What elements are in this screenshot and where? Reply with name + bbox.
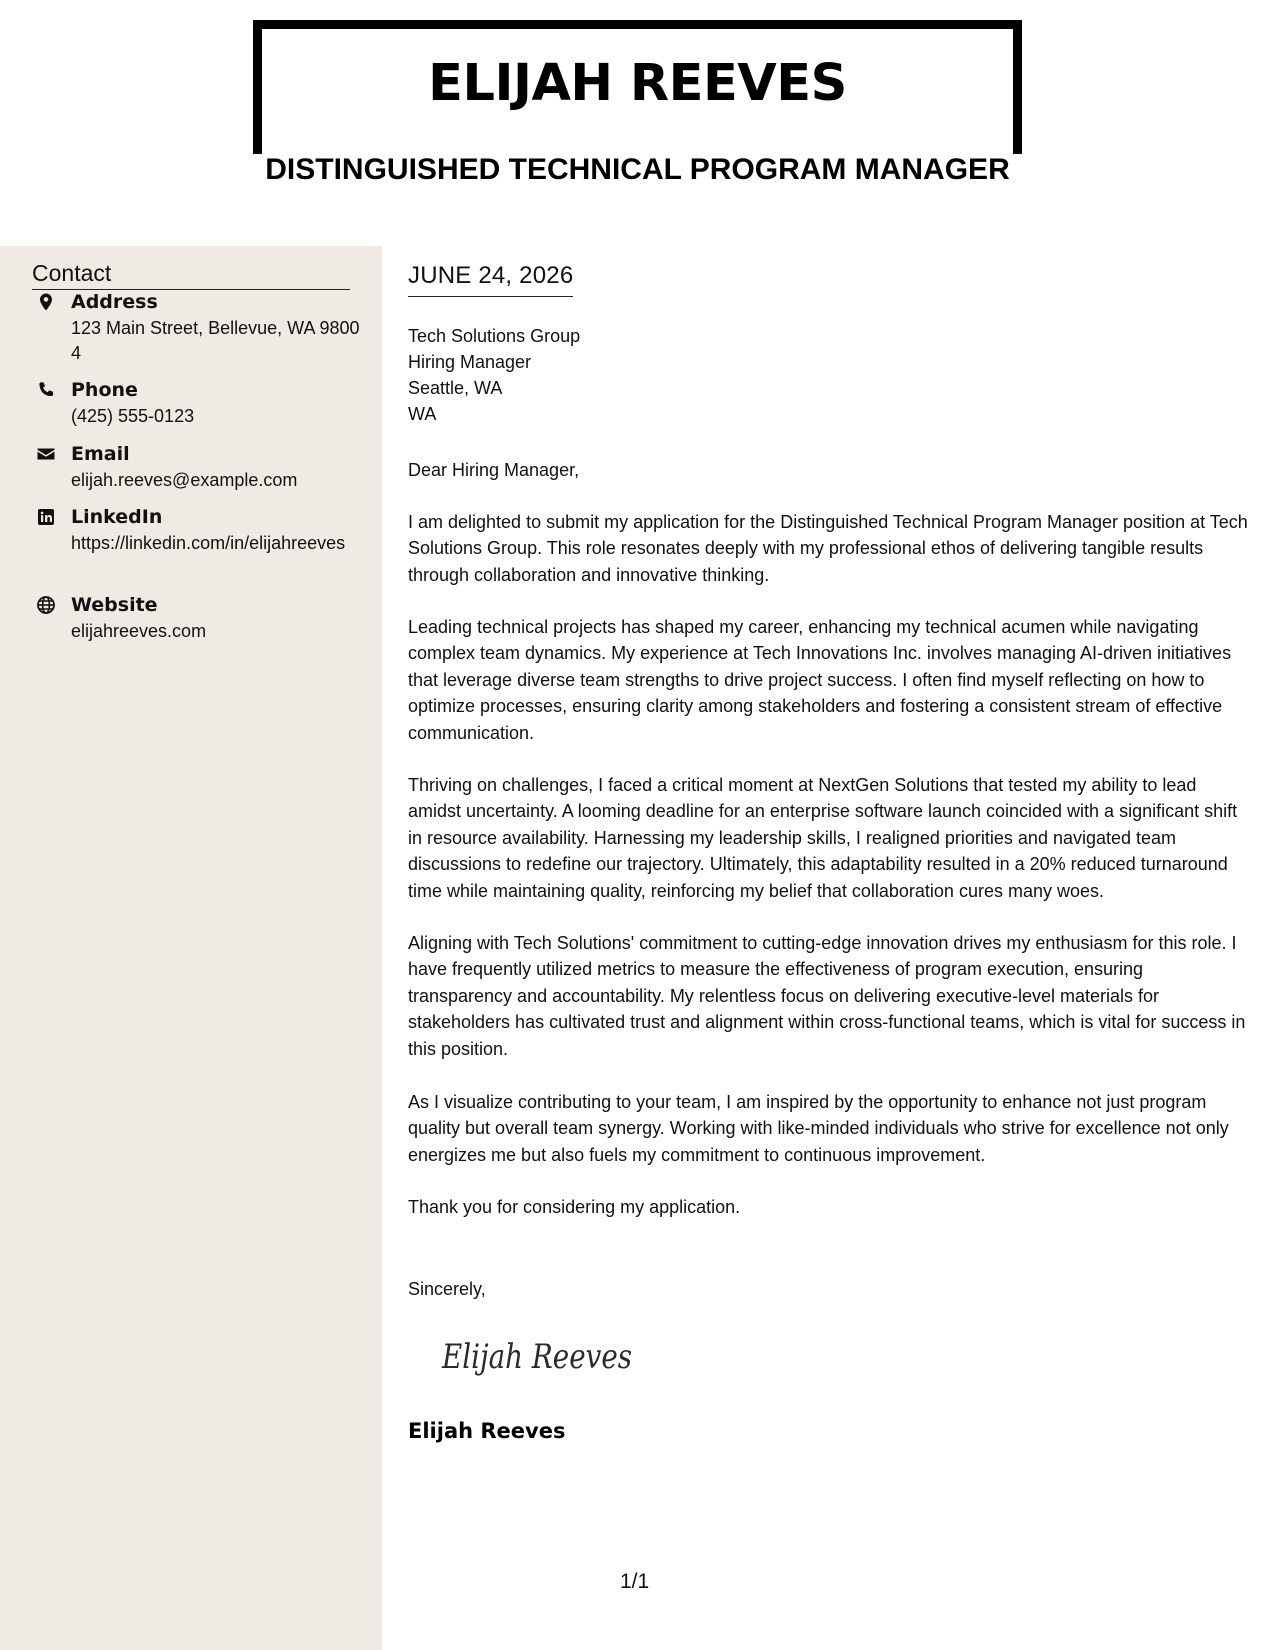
closing: Sincerely, [408, 1279, 486, 1299]
letter-paragraph: As I visualize contributing to your team, I am inspired by the opportunity to enhance not just program quality but overall team synergy. Working with like-minded individuals who strive for excellence not only energizes me but also fuels my commitment to continuous improvement. [408, 1092, 1229, 1165]
contact-label: Website [71, 594, 158, 616]
contact-label: Phone [71, 379, 138, 401]
recipient-line: Tech Solutions Group [408, 326, 581, 346]
map-pin-icon [36, 292, 56, 312]
page-number: 1/1 [620, 1570, 650, 1593]
signer-name: Elijah Reeves [408, 1419, 566, 1443]
contact-heading: Contact [32, 262, 350, 290]
job-title: DISTINGUISHED TECHNICAL PROGRAM MANAGER [265, 153, 1010, 186]
salutation: Dear Hiring Manager, [408, 460, 580, 480]
letter-paragraph: I am delighted to submit my application for the Distinguished Technical Program Manager position at Tech Solutions Group. This role resonates deeply with my professional ethos of delivering tangible results through collaboration and innovative thinking. [408, 512, 1248, 585]
recipient-line: Seattle, WA [408, 378, 503, 398]
letter-paragraph: Aligning with Tech Solutions' commitment to cutting-edge innovation drives my enthusiasm for this role. I have frequently utilized metrics to measure the effectiveness of program execution, ensuring transparency and accountability. My relentless focus on delivering executive-level materials for stakeholders has cultivated trust and alignment within cross-functional teams, which is vital for success in this position. [408, 933, 1246, 1059]
phone-icon [36, 380, 56, 400]
contact-label: LinkedIn [71, 506, 163, 528]
letter-paragraph: Leading technical projects has shaped my career, enhancing my technical acumen while navigating complex team dynamics. My experience at Tech Innovations Inc. involves managing AI-driven initiatives that leverage diverse team strengths to drive project success. I often find myself reflecting on how to optimize processes, ensuring clarity among stakeholders and fostering a consistent stream of effective communication. [408, 617, 1232, 743]
envelope-icon [36, 444, 56, 464]
signature-image [440, 1328, 640, 1384]
letter-paragraph: Thank you for considering my application. [408, 1197, 741, 1217]
applicant-name: ELIJAH REEVES [428, 54, 847, 113]
contact-value: 123 Main Street, Bellevue, WA 98004 [71, 318, 360, 363]
letter-date: JUNE 24, 2026 [408, 264, 573, 297]
contact-value: elijahreeves.com [71, 621, 207, 641]
contact-label: Email [71, 443, 130, 465]
letter-paragraph: Thriving on challenges, I faced a critical moment at NextGen Solutions that tested my ability to lead amidst uncertainty. A looming deadline for an enterprise software launch coincided with a significant shift in resource availability. Harnessing my leadership skills, I realigned priorities and navigated team discussions to redefine our trajectory. Ultimately, this adaptability resulted in a 20% reduced turnaround time while maintaining quality, reinforcing my belief that collaboration cures many woes. [408, 775, 1238, 901]
globe-icon [36, 595, 56, 615]
linkedin-icon [36, 507, 56, 527]
contact-value: https://linkedin.com/in/elijahreeves [71, 533, 346, 553]
signature-text: Elijah Reeves [441, 1337, 632, 1377]
recipient-block [408, 323, 580, 427]
contact-sidebar [0, 246, 382, 1650]
contact-label: Address [71, 291, 158, 313]
recipient-line: WA [408, 404, 437, 424]
contact-value: (425) 555-0123 [71, 406, 195, 426]
contact-value: elijah.reeves@example.com [71, 470, 298, 490]
recipient-line: Hiring Manager [408, 352, 532, 372]
